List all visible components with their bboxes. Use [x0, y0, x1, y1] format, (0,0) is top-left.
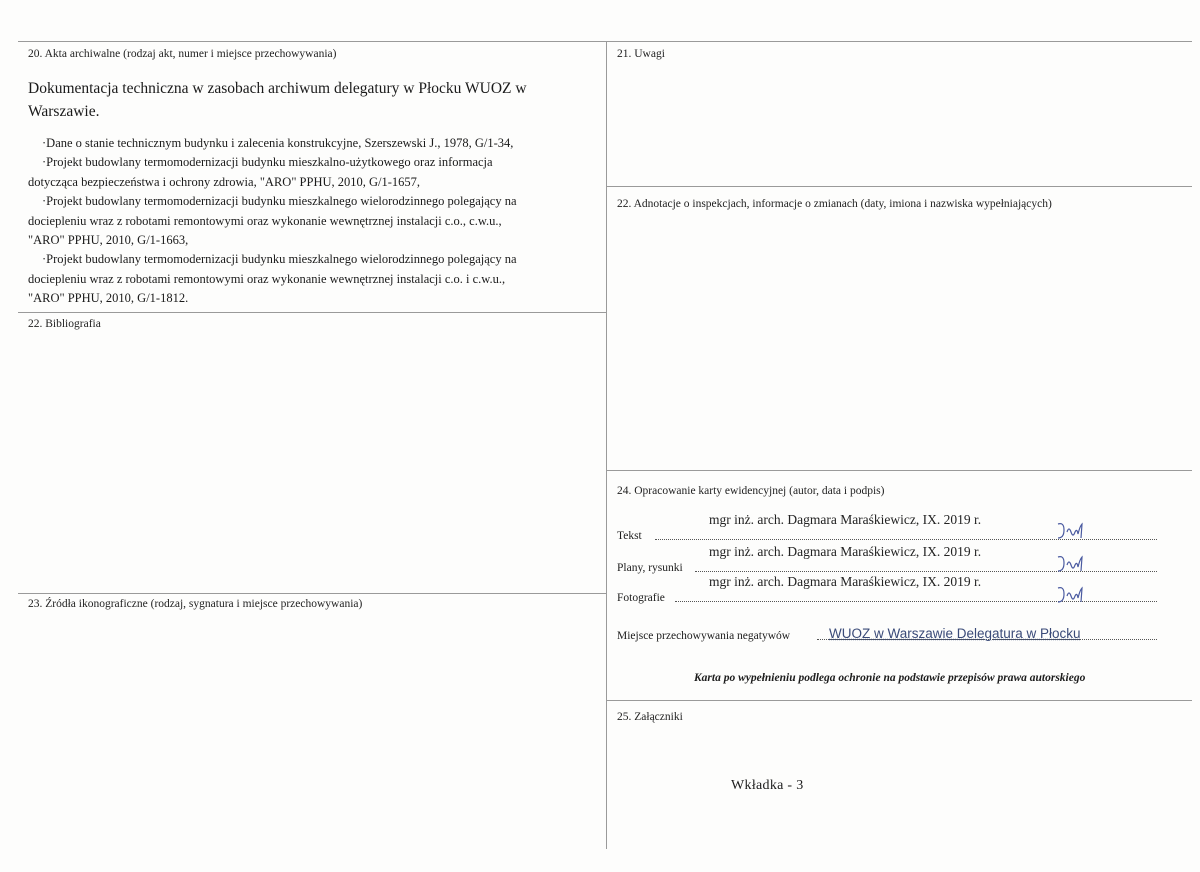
section-21-label: 21. Uwagi [617, 48, 665, 60]
section-20-title-line2: Warszawie. [28, 103, 100, 120]
document-list-line: ·Projekt budowlany termomodernizacji budynku mieszkalnego wielorodzinnego polegający na [42, 194, 517, 209]
document-list-line: ·Projekt budowlany termomodernizacji budynku mieszkalno-użytkowego oraz informacja [42, 155, 493, 170]
divider-21-22 [606, 186, 1192, 187]
signature-initials-plans [1056, 553, 1090, 575]
section-22-annotations-label: 22. Adnotacje o inspekcjach, informacje o zmianach (daty, imiona i nazwiska wypełniających) [617, 198, 1052, 210]
signature-initials-photos [1056, 584, 1090, 606]
section-20-document-list [28, 134, 588, 309]
row-label-photos: Fotografie [617, 592, 665, 604]
section-20-label: 20. Akta archiwalne (rodzaj akt, numer i miejsce przechowywania) [28, 48, 337, 60]
top-border [18, 41, 1192, 42]
insert-count: Wkładka - 3 [731, 778, 804, 793]
row-label-text: Tekst [617, 530, 642, 542]
section-23-label: 23. Źródła ikonograficzne (rodzaj, sygnatura i miejsce przechowywania) [28, 598, 363, 610]
author-text-value: mgr inż. arch. Dagmara Maraśkiewicz, IX. 2019 r. [709, 512, 982, 527]
signature-initials-text [1056, 520, 1090, 542]
document-list-line: "ARO" PPHU, 2010, G/1-1663, [28, 233, 189, 248]
document-list-line: ·Projekt budowlany termomodernizacji budynku mieszkalnego wielorodzinnego polegający na [42, 252, 517, 267]
document-list-line: ·Dane o stanie technicznym budynku i zalecenia konstrukcyjne, Szerszewski J., 1978, G/1-34, [42, 136, 514, 150]
divider-20-22 [18, 312, 606, 313]
section-24-label: 24. Opracowanie karty ewidencyjnej (autor, data i podpis) [617, 485, 885, 497]
author-photos-value: mgr inż. arch. Dagmara Maraśkiewicz, IX. 2019 r. [709, 574, 982, 589]
negatives-location-value: WUOZ w Warszawie Delegatura w Płocku [829, 626, 1081, 641]
document-list-line: dociepleniu wraz z robotami remontowymi oraz wykonanie wewnętrznej instalacji c.o. i c.w.u., [28, 271, 506, 286]
document-list-line: "ARO" PPHU, 2010, G/1-1812. [28, 291, 189, 306]
section-22-bibliography-label: 22. Bibliografia [28, 318, 101, 330]
section-20-title-line1: Dokumentacja techniczna w zasobach archiwum delegatury w Płocku WUOZ w [28, 80, 527, 97]
document-list-line: dociepleniu wraz z robotami remontowymi oraz wykonanie wewnętrznej instalacji c.o., c.w.u., [28, 213, 502, 228]
divider-24-25 [606, 700, 1192, 701]
row-label-plans: Plany, rysunki [617, 562, 683, 574]
negatives-location-label: Miejsce przechowywania negatywów [617, 630, 791, 642]
copyright-notice: Karta po wypełnieniu podlega ochronie na podstawie przepisów prawa autorskiego [694, 672, 1086, 684]
divider-22-23 [18, 593, 606, 594]
section-25-label: 25. Załączniki [617, 711, 683, 723]
negatives-location-row [617, 624, 1157, 644]
center-divider [606, 41, 607, 849]
divider-22-24 [606, 470, 1192, 471]
document-list-line: dotycząca bezpieczeństwa i ochrony zdrowia, "ARO" PPHU, 2010, G/1-1657, [28, 174, 421, 189]
author-plans-value: mgr inż. arch. Dagmara Maraśkiewicz, IX. 2019 r. [709, 544, 982, 559]
